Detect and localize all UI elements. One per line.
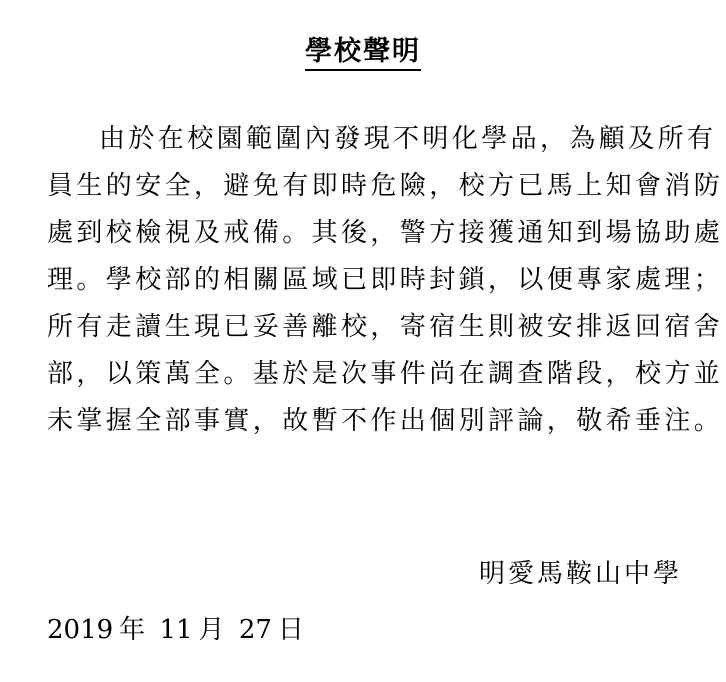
document-title-text: 學校聲明: [305, 36, 421, 71]
date-day-unit: 日: [277, 615, 304, 645]
document-title: [0, 34, 726, 70]
body-line: 處到校檢視及戒備。其後，警方接獲通知到場協助處: [47, 218, 724, 248]
date-month: 11: [159, 615, 193, 645]
date-month-unit: 月: [198, 615, 225, 645]
statement-date: [47, 612, 310, 648]
date-year: 2019: [47, 615, 114, 645]
body-line: 由於在校園範圍內發現不明化學品，為顧及所有: [99, 124, 717, 154]
body-line: 員生的安全，避免有即時危險，校方已馬上知會消防: [47, 171, 724, 201]
statement-body: [47, 116, 724, 445]
body-line: 部，以策萬全。基於是次事件尚在調查階段，校方並: [47, 359, 724, 389]
date-day: 27: [238, 615, 272, 645]
body-line: 理。學校部的相關區域已即時封鎖，以便專家處理；: [47, 265, 724, 295]
date-year-unit: 年: [119, 615, 146, 645]
body-line: 所有走讀生現已妥善離校，寄宿生則被安排返回宿舍: [47, 312, 724, 342]
school-signature: 明愛馬鞍山中學: [478, 559, 682, 589]
body-line: 未掌握全部事實，故暫不作出個別評論，敬希垂注。: [47, 406, 724, 436]
